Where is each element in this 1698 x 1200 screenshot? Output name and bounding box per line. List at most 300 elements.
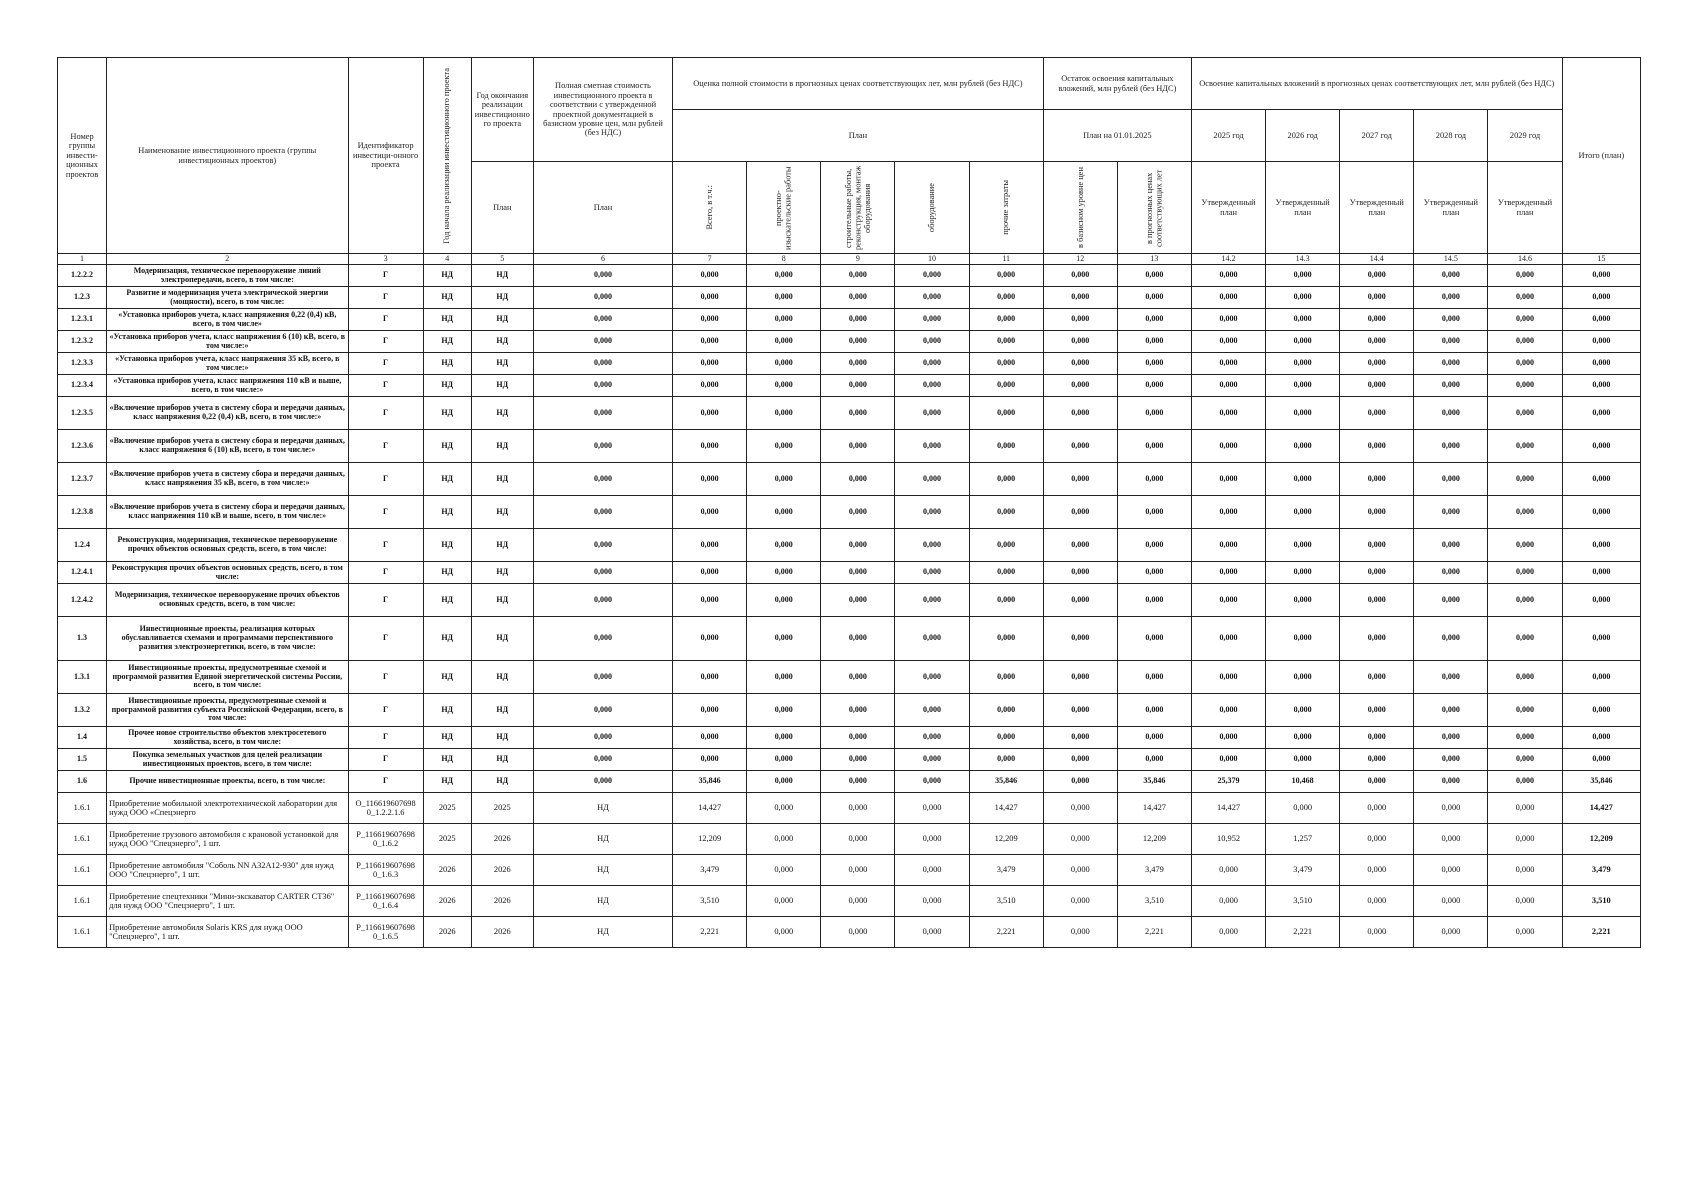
plan-2026-cell: 0,000 (1266, 749, 1340, 771)
construction-works-cell: 0,000 (821, 917, 895, 948)
end-year-cell: 2026 (471, 917, 533, 948)
table-row (58, 584, 1641, 617)
total-cost-cell: 0,000 (673, 529, 747, 562)
end-year-cell: НД (471, 584, 533, 617)
design-works-cell: 0,000 (747, 353, 821, 375)
construction-works-cell: 0,000 (821, 661, 895, 694)
remaining-base-cell: 0,000 (1043, 855, 1117, 886)
plan-2027-cell: 0,000 (1340, 265, 1414, 287)
plan-2028-cell: 0,000 (1414, 562, 1488, 584)
plan-2027-cell: 0,000 (1340, 886, 1414, 917)
full-cost-cell: НД (533, 917, 672, 948)
design-works-cell: 0,000 (747, 331, 821, 353)
remaining-base-cell: 0,000 (1043, 397, 1117, 430)
project-id-cell: Г (348, 727, 423, 749)
remaining-forecast-cell: 0,000 (1117, 496, 1191, 529)
remaining-base-cell: 0,000 (1043, 727, 1117, 749)
plan-2027-cell: 0,000 (1340, 463, 1414, 496)
plan-2026-cell: 0,000 (1266, 793, 1340, 824)
plan-2027-cell: 0,000 (1340, 375, 1414, 397)
plan-2027-cell: 0,000 (1340, 584, 1414, 617)
construction-works-cell: 0,000 (821, 496, 895, 529)
plan-2027-cell: 0,000 (1340, 727, 1414, 749)
remaining-base-cell: 0,000 (1043, 917, 1117, 948)
project-name-cell: Инвестиционные проекты, реализация которых обуславливается схемами и программами перспективного развития электроэнергетики, всего, в том числе: (107, 617, 348, 661)
design-works-cell: 0,000 (747, 917, 821, 948)
header-total-incl-cell (673, 162, 747, 254)
plan-2027-cell: 0,000 (1340, 529, 1414, 562)
header-design-works-cell (747, 162, 821, 254)
header-equipment-cell (895, 162, 969, 254)
equipment-cell: 0,000 (895, 463, 969, 496)
header-end-year-plan: План (471, 162, 533, 254)
full-cost-cell: 0,000 (533, 694, 672, 727)
equipment-cell: 0,000 (895, 331, 969, 353)
end-year-cell: 2026 (471, 824, 533, 855)
end-year-cell: НД (471, 617, 533, 661)
remaining-forecast-cell: 3,479 (1117, 855, 1191, 886)
header-group-number: Номер группы инвести-ционных проектов (58, 58, 107, 254)
plan-2026-cell: 0,000 (1266, 375, 1340, 397)
project-id-cell: Г (348, 584, 423, 617)
total-plan-cell: 12,209 (1562, 824, 1640, 855)
header-other-costs-cell (969, 162, 1043, 254)
full-cost-cell: 0,000 (533, 375, 672, 397)
design-works-cell: 0,000 (747, 771, 821, 793)
table-body (58, 265, 1641, 948)
plan-2026-cell: 0,000 (1266, 694, 1340, 727)
plan-2027-cell: 0,000 (1340, 397, 1414, 430)
end-year-cell: НД (471, 727, 533, 749)
project-id-cell: Г (348, 353, 423, 375)
table-row (58, 824, 1641, 855)
project-name-cell: Приобретение автомобиля Solaris KRS для нужд ООО "Спецэнерго", 1 шт. (107, 917, 348, 948)
project-id-cell: Г (348, 694, 423, 727)
design-works-cell: 0,000 (747, 529, 821, 562)
header-full-cost-plan: План (533, 162, 672, 254)
other-costs-cell: 0,000 (969, 375, 1043, 397)
other-costs-cell: 2,221 (969, 917, 1043, 948)
plan-2026-cell: 3,510 (1266, 886, 1340, 917)
project-name-cell: Прочее новое строительство объектов электросетевого хозяйства, всего, в том числе: (107, 727, 348, 749)
plan-2025-cell: 0,000 (1191, 287, 1265, 309)
plan-2025-cell: 0,000 (1191, 496, 1265, 529)
other-costs-cell: 0,000 (969, 562, 1043, 584)
equipment-cell: 0,000 (895, 727, 969, 749)
remaining-base-cell: 0,000 (1043, 430, 1117, 463)
end-year-cell: НД (471, 529, 533, 562)
remaining-base-cell: 0,000 (1043, 886, 1117, 917)
construction-works-cell: 0,000 (821, 584, 895, 617)
plan-2025-cell: 0,000 (1191, 463, 1265, 496)
plan-2028-cell: 0,000 (1414, 331, 1488, 353)
full-cost-cell: НД (533, 886, 672, 917)
plan-2025-cell: 0,000 (1191, 562, 1265, 584)
group-number-cell: 1.6.1 (58, 886, 107, 917)
plan-2025-cell: 0,000 (1191, 331, 1265, 353)
other-costs-cell: 3,510 (969, 886, 1043, 917)
end-year-cell: НД (471, 496, 533, 529)
group-number-cell: 1.2.3 (58, 287, 107, 309)
start-year-cell: НД (423, 661, 471, 694)
project-id-cell: Р_116619607698 0_1.6.5 (348, 917, 423, 948)
total-plan-cell: 0,000 (1562, 287, 1640, 309)
plan-2028-cell: 0,000 (1414, 749, 1488, 771)
remaining-forecast-cell: 0,000 (1117, 265, 1191, 287)
header-approved-plan-2025: Утвержденный план (1191, 162, 1265, 254)
project-name-cell: «Установка приборов учета, класс напряжения 6 (10) кВ, всего, в том числе:» (107, 331, 348, 353)
plan-2029-cell: 0,000 (1488, 886, 1562, 917)
plan-2026-cell: 0,000 (1266, 309, 1340, 331)
remaining-forecast-cell: 0,000 (1117, 375, 1191, 397)
project-name-cell: «Установка приборов учета, класс напряжения 0,22 (0,4) кВ, всего, в том числе» (107, 309, 348, 331)
design-works-cell: 0,000 (747, 694, 821, 727)
end-year-cell: НД (471, 375, 533, 397)
equipment-cell: 0,000 (895, 793, 969, 824)
header-approved-plan-2028: Утвержденный план (1414, 162, 1488, 254)
plan-2029-cell: 0,000 (1488, 309, 1562, 331)
equipment-cell: 0,000 (895, 309, 969, 331)
total-cost-cell: 14,427 (673, 793, 747, 824)
full-cost-cell: 0,000 (533, 617, 672, 661)
plan-2028-cell: 0,000 (1414, 617, 1488, 661)
group-number-cell: 1.2.3.5 (58, 397, 107, 430)
investment-table-sheet (57, 57, 1641, 948)
plan-2027-cell: 0,000 (1340, 331, 1414, 353)
plan-2027-cell: 0,000 (1340, 824, 1414, 855)
header-forecast-prices: в прогнозных ценах соответствующих лет (1145, 168, 1164, 247)
total-plan-cell: 0,000 (1562, 265, 1640, 287)
project-name-cell: Инвестиционные проекты, предусмотренные схемой и программой развития субъекта Российской Федерации, всего, в том числе: (107, 694, 348, 727)
header-year-2026: 2026 год (1266, 110, 1340, 162)
table-row (58, 855, 1641, 886)
table-row (58, 529, 1641, 562)
plan-2029-cell: 0,000 (1488, 917, 1562, 948)
column-number: 14.4 (1340, 254, 1414, 265)
total-plan-cell: 14,427 (1562, 793, 1640, 824)
plan-2028-cell: 0,000 (1414, 375, 1488, 397)
plan-2027-cell: 0,000 (1340, 430, 1414, 463)
plan-2028-cell: 0,000 (1414, 584, 1488, 617)
construction-works-cell: 0,000 (821, 727, 895, 749)
other-costs-cell: 0,000 (969, 265, 1043, 287)
group-number-cell: 1.4 (58, 727, 107, 749)
plan-2029-cell: 0,000 (1488, 331, 1562, 353)
header-year-2025: 2025 год (1191, 110, 1265, 162)
plan-2028-cell: 0,000 (1414, 793, 1488, 824)
other-costs-cell: 0,000 (969, 309, 1043, 331)
other-costs-cell: 0,000 (969, 749, 1043, 771)
column-number: 14.5 (1414, 254, 1488, 265)
header-base-prices: в базисном уровне цен (1075, 167, 1085, 248)
equipment-cell: 0,000 (895, 375, 969, 397)
header-base-prices-cell (1043, 162, 1117, 254)
column-number: 5 (471, 254, 533, 265)
full-cost-cell: 0,000 (533, 584, 672, 617)
full-cost-cell: 0,000 (533, 749, 672, 771)
total-cost-cell: 12,209 (673, 824, 747, 855)
equipment-cell: 0,000 (895, 749, 969, 771)
full-cost-cell: 0,000 (533, 496, 672, 529)
equipment-cell: 0,000 (895, 529, 969, 562)
remaining-base-cell: 0,000 (1043, 617, 1117, 661)
remaining-forecast-cell: 0,000 (1117, 430, 1191, 463)
column-number: 3 (348, 254, 423, 265)
plan-2029-cell: 0,000 (1488, 617, 1562, 661)
total-plan-cell: 0,000 (1562, 375, 1640, 397)
plan-2028-cell: 0,000 (1414, 886, 1488, 917)
other-costs-cell: 0,000 (969, 397, 1043, 430)
table-row (58, 771, 1641, 793)
total-plan-cell: 0,000 (1562, 309, 1640, 331)
full-cost-cell: 0,000 (533, 562, 672, 584)
remaining-base-cell: 0,000 (1043, 287, 1117, 309)
start-year-cell: НД (423, 309, 471, 331)
plan-2025-cell: 0,000 (1191, 397, 1265, 430)
end-year-cell: НД (471, 562, 533, 584)
total-plan-cell: 0,000 (1562, 694, 1640, 727)
header-capital-development: Освоение капитальных вложений в прогнозных ценах соответствующих лет, млн рублей (без НДС) (1191, 58, 1562, 110)
table-row (58, 463, 1641, 496)
plan-2026-cell: 0,000 (1266, 287, 1340, 309)
total-cost-cell: 0,000 (673, 463, 747, 496)
remaining-base-cell: 0,000 (1043, 771, 1117, 793)
full-cost-cell: 0,000 (533, 529, 672, 562)
plan-2027-cell: 0,000 (1340, 287, 1414, 309)
project-name-cell: «Включение приборов учета в систему сбора и передачи данных, класс напряжения 6 (10) кВ, всего, в том числе:» (107, 430, 348, 463)
remaining-forecast-cell: 0,000 (1117, 617, 1191, 661)
plan-2025-cell: 10,952 (1191, 824, 1265, 855)
group-number-cell: 1.2.4.2 (58, 584, 107, 617)
start-year-cell: НД (423, 529, 471, 562)
column-number: 9 (821, 254, 895, 265)
group-number-cell: 1.3 (58, 617, 107, 661)
other-costs-cell: 0,000 (969, 661, 1043, 694)
remaining-base-cell: 0,000 (1043, 694, 1117, 727)
total-cost-cell: 0,000 (673, 749, 747, 771)
end-year-cell: 2026 (471, 886, 533, 917)
plan-2026-cell: 0,000 (1266, 661, 1340, 694)
equipment-cell: 0,000 (895, 617, 969, 661)
remaining-forecast-cell: 0,000 (1117, 562, 1191, 584)
column-number: 2 (107, 254, 348, 265)
plan-2026-cell: 0,000 (1266, 397, 1340, 430)
total-plan-cell: 2,221 (1562, 917, 1640, 948)
remaining-forecast-cell: 0,000 (1117, 353, 1191, 375)
total-cost-cell: 2,221 (673, 917, 747, 948)
total-plan-cell: 0,000 (1562, 496, 1640, 529)
table-row (58, 661, 1641, 694)
construction-works-cell: 0,000 (821, 353, 895, 375)
end-year-cell: НД (471, 694, 533, 727)
start-year-cell: НД (423, 331, 471, 353)
construction-works-cell: 0,000 (821, 749, 895, 771)
group-number-cell: 1.5 (58, 749, 107, 771)
construction-works-cell: 0,000 (821, 331, 895, 353)
project-name-cell: Модернизация, техническое перевооружение прочих объектов основных средств, всего, в том числе: (107, 584, 348, 617)
plan-2025-cell: 0,000 (1191, 353, 1265, 375)
other-costs-cell: 14,427 (969, 793, 1043, 824)
project-id-cell: Г (348, 463, 423, 496)
group-number-cell: 1.2.3.8 (58, 496, 107, 529)
project-name-cell: Реконструкция, модернизация, техническое перевооружение прочих объектов основных средств, всего, в том числе: (107, 529, 348, 562)
remaining-forecast-cell: 0,000 (1117, 661, 1191, 694)
table-row (58, 617, 1641, 661)
remaining-forecast-cell: 0,000 (1117, 397, 1191, 430)
plan-2029-cell: 0,000 (1488, 463, 1562, 496)
header-equipment: оборудование (927, 182, 937, 233)
plan-2028-cell: 0,000 (1414, 529, 1488, 562)
construction-works-cell: 0,000 (821, 824, 895, 855)
project-id-cell: О_116619607698 0_1.2.2.1.6 (348, 793, 423, 824)
remaining-forecast-cell: 0,000 (1117, 463, 1191, 496)
header-design-works: проектно-изыскательские работы (774, 165, 793, 250)
equipment-cell: 0,000 (895, 584, 969, 617)
plan-2028-cell: 0,000 (1414, 496, 1488, 529)
plan-2029-cell: 0,000 (1488, 584, 1562, 617)
project-id-cell: Р_116619607698 0_1.6.3 (348, 855, 423, 886)
remaining-base-cell: 0,000 (1043, 309, 1117, 331)
remaining-forecast-cell: 0,000 (1117, 727, 1191, 749)
total-cost-cell: 0,000 (673, 331, 747, 353)
table-row (58, 353, 1641, 375)
design-works-cell: 0,000 (747, 584, 821, 617)
end-year-cell: НД (471, 749, 533, 771)
project-id-cell: Г (348, 309, 423, 331)
total-plan-cell: 0,000 (1562, 562, 1640, 584)
plan-2028-cell: 0,000 (1414, 727, 1488, 749)
column-number: 4 (423, 254, 471, 265)
header-full-cost: Полная сметная стоимость инвестиционного проекта в соответствии с утвержденной проектной документацией в базисном уровне цен, млн рублей (без НДС) (533, 58, 672, 162)
column-number: 14.6 (1488, 254, 1562, 265)
full-cost-cell: 0,000 (533, 331, 672, 353)
plan-2027-cell: 0,000 (1340, 661, 1414, 694)
total-cost-cell: 0,000 (673, 397, 747, 430)
plan-2029-cell: 0,000 (1488, 529, 1562, 562)
design-works-cell: 0,000 (747, 463, 821, 496)
start-year-cell: НД (423, 584, 471, 617)
plan-2029-cell: 0,000 (1488, 749, 1562, 771)
group-number-cell: 1.2.4 (58, 529, 107, 562)
header-approved-plan-2026: Утвержденный план (1266, 162, 1340, 254)
plan-2026-cell: 0,000 (1266, 617, 1340, 661)
total-plan-cell: 0,000 (1562, 463, 1640, 496)
full-cost-cell: 0,000 (533, 309, 672, 331)
group-number-cell: 1.3.2 (58, 694, 107, 727)
plan-2025-cell: 0,000 (1191, 749, 1265, 771)
remaining-base-cell: 0,000 (1043, 529, 1117, 562)
start-year-cell: 2025 (423, 824, 471, 855)
plan-2025-cell: 0,000 (1191, 309, 1265, 331)
total-plan-cell: 0,000 (1562, 584, 1640, 617)
plan-2027-cell: 0,000 (1340, 309, 1414, 331)
project-id-cell: Г (348, 331, 423, 353)
plan-2026-cell: 3,479 (1266, 855, 1340, 886)
design-works-cell: 0,000 (747, 265, 821, 287)
table-header (58, 58, 1641, 265)
plan-2026-cell: 10,468 (1266, 771, 1340, 793)
project-id-cell: Г (348, 430, 423, 463)
plan-2025-cell: 0,000 (1191, 694, 1265, 727)
full-cost-cell: 0,000 (533, 397, 672, 430)
equipment-cell: 0,000 (895, 917, 969, 948)
table-row (58, 886, 1641, 917)
end-year-cell: НД (471, 265, 533, 287)
remaining-base-cell: 0,000 (1043, 353, 1117, 375)
total-plan-cell: 0,000 (1562, 529, 1640, 562)
total-cost-cell: 0,000 (673, 309, 747, 331)
investment-projects-table (57, 57, 1641, 948)
remaining-base-cell: 0,000 (1043, 562, 1117, 584)
project-id-cell: Г (348, 562, 423, 584)
plan-2029-cell: 0,000 (1488, 562, 1562, 584)
project-name-cell: Модернизация, техническое перевооружение линий электропередачи, всего, в том числе: (107, 265, 348, 287)
start-year-cell: НД (423, 265, 471, 287)
header-start-year-cell (423, 58, 471, 254)
end-year-cell: НД (471, 353, 533, 375)
end-year-cell: НД (471, 771, 533, 793)
full-cost-cell: 0,000 (533, 661, 672, 694)
total-plan-cell: 3,510 (1562, 886, 1640, 917)
total-plan-cell: 0,000 (1562, 331, 1640, 353)
total-cost-cell: 0,000 (673, 496, 747, 529)
construction-works-cell: 0,000 (821, 463, 895, 496)
remaining-base-cell: 0,000 (1043, 463, 1117, 496)
other-costs-cell: 12,209 (969, 824, 1043, 855)
plan-2026-cell: 0,000 (1266, 265, 1340, 287)
header-forecast-prices-cell (1117, 162, 1191, 254)
construction-works-cell: 0,000 (821, 886, 895, 917)
start-year-cell: НД (423, 771, 471, 793)
plan-2027-cell: 0,000 (1340, 749, 1414, 771)
plan-2027-cell: 0,000 (1340, 917, 1414, 948)
project-name-cell: Приобретение мобильной электротехнической лаборатории для нужд ООО «Спецэнерго (107, 793, 348, 824)
plan-2027-cell: 0,000 (1340, 353, 1414, 375)
total-cost-cell: 3,510 (673, 886, 747, 917)
group-number-cell: 1.6.1 (58, 917, 107, 948)
header-construction-works: строительные работы, реконструкция, монтаж оборудования (843, 165, 872, 250)
column-number: 6 (533, 254, 672, 265)
project-name-cell: Приобретение спецтехники "Мини-экскаватор CARTER CT36" для нужд ООО "Спецэнерго", 1 шт. (107, 886, 348, 917)
remaining-base-cell: 0,000 (1043, 375, 1117, 397)
start-year-cell: НД (423, 397, 471, 430)
project-name-cell: Прочие инвестиционные проекты, всего, в том числе: (107, 771, 348, 793)
plan-2025-cell: 0,000 (1191, 430, 1265, 463)
group-number-cell: 1.2.3.7 (58, 463, 107, 496)
plan-2029-cell: 0,000 (1488, 287, 1562, 309)
remaining-base-cell: 0,000 (1043, 824, 1117, 855)
plan-2028-cell: 0,000 (1414, 397, 1488, 430)
equipment-cell: 0,000 (895, 265, 969, 287)
remaining-forecast-cell: 2,221 (1117, 917, 1191, 948)
total-plan-cell: 0,000 (1562, 353, 1640, 375)
plan-2026-cell: 0,000 (1266, 463, 1340, 496)
plan-2025-cell: 0,000 (1191, 617, 1265, 661)
group-number-cell: 1.2.2.2 (58, 265, 107, 287)
group-number-cell: 1.6.1 (58, 793, 107, 824)
plan-2029-cell: 0,000 (1488, 793, 1562, 824)
plan-2028-cell: 0,000 (1414, 694, 1488, 727)
remaining-base-cell: 0,000 (1043, 584, 1117, 617)
plan-2028-cell: 0,000 (1414, 771, 1488, 793)
end-year-cell: НД (471, 309, 533, 331)
remaining-forecast-cell: 0,000 (1117, 287, 1191, 309)
total-cost-cell: 0,000 (673, 562, 747, 584)
plan-2026-cell: 0,000 (1266, 529, 1340, 562)
design-works-cell: 0,000 (747, 824, 821, 855)
full-cost-cell: 0,000 (533, 430, 672, 463)
design-works-cell: 0,000 (747, 793, 821, 824)
